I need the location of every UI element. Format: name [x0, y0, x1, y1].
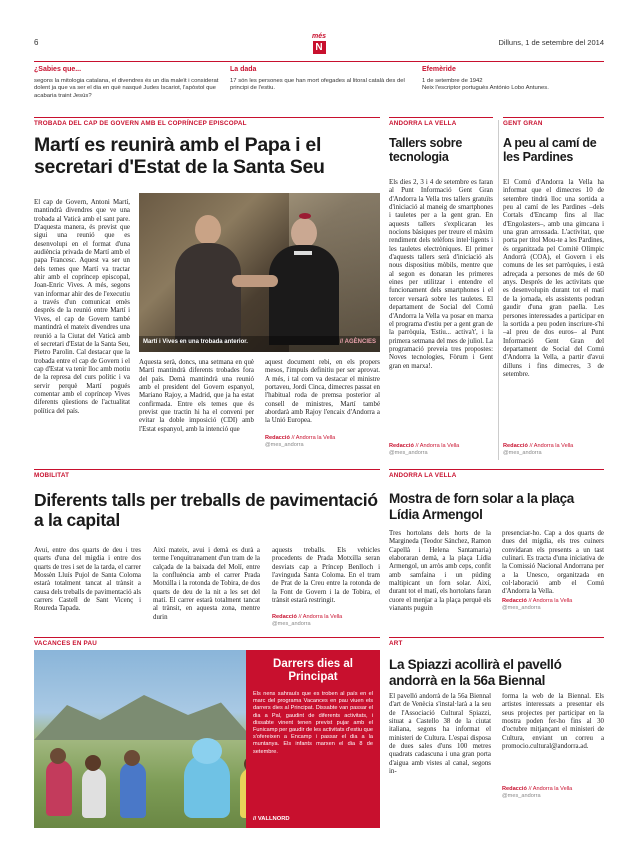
art2-sig-place: // Andorra la Vella	[415, 443, 460, 449]
art6-box-credit: // VALLNORD	[253, 816, 290, 822]
art1-title: Martí es reunirà amb el Papa i el secretari d'Estat de la Santa Seu	[34, 134, 325, 178]
art3-body: El Comú d'Andorra la Vella ha informat que el dimecres 10 de setembre tindrà lloc una sortida a peu al camí de les Pardines –dels Cortals d'Encamp fins al llac d'Engolasters–, amb una gimcana i una gran arrossada. L'activitat, que porta per títol Mou-te a les Pardines, és organitzada pel Comitè Olímpic Andorrà (COA), el Govern i els comuns de les set parròquies, i està adreçada a persones de més de 60 anys. Després de les activitats que es desenvolupin durant tot el matí de la jornada, els assistents podran gaudir d'una gran paella. Les persones interessades a participar en la sortida a peu poden inscriure-s'hi –al preu de dos euros– al Punt Informació Gent Gran del departament de Social del Comú d'Andorra la Vella, a partir d'avui dilluns i fins dimecres, 3 de setembre.	[503, 179, 604, 378]
dada-text: 17 són les persones que han mort ofegades al litoral català des del principi de l'estiu.	[230, 78, 405, 92]
art7-sig-handle: @mes_andorra	[502, 793, 541, 799]
art2-sig-label: Redacció	[389, 443, 414, 449]
art7-signature	[502, 786, 572, 800]
sabies-box	[34, 66, 220, 100]
art3-kicker: GENT GRAN	[503, 120, 543, 127]
art4-kicker: MOBILITAT	[34, 472, 70, 479]
art1-photo-credit: // AGÈNCIES	[339, 339, 376, 345]
logo	[307, 33, 331, 61]
art4-col2: Així mateix, avui i demà es durà a terme l'enquitranament d'un tram de la calçada de la baixada del Molí, entre la confluència amb el carrer Prada Motxilla i la rotonda de Tobira, de dos quarts de deu de la nit a les set del matí. El carrer estarà totalment tancat al trànsit, en aquesta zona, mentre durin	[153, 547, 260, 621]
art5-signature	[502, 598, 572, 612]
dada-box	[230, 66, 410, 93]
art1-caption: Martí i Vives en una trobada anterior.	[143, 339, 248, 345]
art5-col2: presenciar-ho. Cap a dos quarts de dues del migdia, els tres cuiners convidaran els presents a un tast culinari. Es tracta d'una iniciativa de la Comissió Nacional Andorrana per a la Unesco, organitzada en col·laboració amb el Comú d'Andorra la Vella.	[502, 530, 604, 596]
art7-col1: El pavelló andorrà de la 56a Biennal d'art de Venècia s'instal·larà a la seu de l'Associació Cultural Spiazzi, situat a Castello 38 de la ciutat italiana, segons ha informat el ministeri de Cultura. L'espai disposa de dues sales d'uns 100 metres quadrats cadascuna i una gran porta d'aigua amb vistes al canal, segons in-	[389, 693, 491, 776]
art5-col1: Tres hortolans dels horts de la Margineda (Teodor Sánchez, Ramon Capellà i Helena Santamaria) elaboraran demà, a la plaça Lídia Armengol, un arròs amb ceps, confit amb samfaina i un púding maltipicant un forn solar. Així, durant tot el matí, els hortolans faran cuore el menjar a la plaça perquè els vianants puguin	[389, 530, 491, 613]
art3-sig-handle: @mes_andorra	[503, 450, 542, 456]
art5-sig-handle: @mes_andorra	[502, 605, 541, 611]
art4-col3: aquests treballs. Els vehicles procedents de Prada Motxilla seran desviats cap a Príncep Benlloch i l'avinguda Santa Coloma. En el tram de Prat de la Creu entre la rotonda de la Font de Govern i la de Tobira, el trànsit estarà restringit.	[272, 547, 380, 605]
art5-sig-place: // Andorra la Vella	[528, 598, 573, 604]
art2-kicker: ANDORRA LA VELLA	[389, 120, 457, 127]
art6-box-title: Darrers dies al Principat	[273, 658, 353, 683]
dada-label: La dada	[230, 66, 257, 73]
art1-kicker: TROBADA DEL CAP DE GOVERN AMB EL COPRÍNCEP EPISCOPAL	[34, 120, 247, 127]
art4-sig-handle: @mes_andorra	[272, 621, 311, 627]
art2-sig-handle: @mes_andorra	[389, 450, 428, 456]
efemeride-label: Efemèride	[422, 66, 456, 73]
art1-sig-handle: @mes_andorra	[265, 442, 304, 448]
art4-signature	[272, 614, 342, 628]
art7-col2: forma la web de la Biennal. Els artistes interessats a presentar els seus projectes per participar en la mostra poden fer-ho fins al 30 d'octubre mitjançant el ministeri de Cultura, enviant un correu a promocio.cultural@andorra.ad.	[502, 693, 604, 751]
art3-signature	[503, 443, 573, 457]
art1-photo	[139, 193, 380, 352]
art5-title: Mostra de forn solar a la plaça Lídia Armengol	[389, 491, 575, 522]
art3-title: A peu al camí de les Pardines	[503, 136, 597, 164]
efemeride-date: 1 de setembre de 1942	[422, 78, 483, 84]
art1-signature	[265, 435, 335, 449]
art7-title: La Spiazzi acollirà el pavelló andorrà en la 56a Biennal	[389, 657, 562, 688]
logo-top: més	[311, 33, 326, 40]
art1-col1: El cap de Govern, Antoni Martí, mantindrà divendres que ve una trobada al Vaticà amb el sant pare. D'aquesta manera, és previst que sigui una reunió que es desenvolupi en el format d'una audiència privada de Martí amb el papa Francesc. Aquest va ser un dels temes que Martí va tractar ahir amb el copríncep episcopal, Joan-Enric Vives. A més, segons van informar ahir des de l'executiu a través d'un comunicat emès després de la reunió entre Martí i Vives, el cap de Govern també mantindrà el mateix divendres una reunió a la Ciutat del Vaticà amb el secretari d'Estat de la Santa Seu, Pietro Parolin. Cal destacar que la trobada entre el cap de Govern i el cap d'Estat va tenir lloc amb motiu de la represa del curs polític i va servir perquè Martí pogués comentar amb el copríncep Vives diferents qüestions de l'actualitat política del país.	[34, 199, 130, 415]
art7-sig-label: Redacció	[502, 786, 527, 792]
art4-title: Diferents talls per treballs de pavimentació a la capital	[34, 490, 378, 530]
logo-bottom: N	[313, 41, 326, 54]
art1-sig-place: // Andorra la Vella	[291, 435, 336, 441]
sabies-text: segons la mitologia catalana, el divendres és un dia maleït i considerat dolent ja que va ser el dia en què nasqué Judes Iscariot, l'apòstol que acabaria traint Jesús?	[34, 78, 219, 99]
efemeride-text: Neix l'escriptor portuguès António Lobo Antunes.	[422, 85, 549, 92]
page-number: 6	[34, 38, 39, 47]
art2-signature	[389, 443, 459, 457]
efemeride-box	[422, 66, 602, 93]
art2-title: Tallers sobre tecnologia	[389, 136, 462, 164]
art1-col3: aquest document rebi, en els propers mesos, l'impuls definitiu per ser aprovat. A més, i tal com va destacar el ministre portaveu, Jordi Cinca, dimecres passat en l'habitual roda de premsa posterior al consell de ministres, Martí també abordarà amb Rajoy l'encaix d'Andorra a la Unió Europea.	[265, 359, 380, 425]
art1-col2: Aquesta serà, doncs, una setmana en què Martí mantindrà diferents trobades fora del país. Demà mantindrà una reunió amb el president del Govern espanyol, Mariano Rajoy, a Madrid, que ja ha estat confirmada. Entre els temes que és previst que tractin hi ha el conveni per evitar la doble imposició (CDI) amb l'Estat espanyol, amb la intenció que	[139, 359, 254, 433]
art1-sig-label: Redacció	[265, 435, 290, 441]
art5-kicker: ANDORRA LA VELLA	[389, 472, 457, 479]
art6-box	[246, 650, 380, 828]
art4-sig-label: Redacció	[272, 614, 297, 620]
art3-sig-label: Redacció	[503, 443, 528, 449]
art4-col1: Avui, entre dos quarts de deu i tres quarts d'una del migdia i entre dos quarts de tres i set de la tarda, el carrer Mossèn Lluís Pujol de Santa Coloma estarà totalment tancat al trànsit a causa dels treballs de pavimentació als carrers Castell de Sant Vicenç i Roureda Tapada.	[34, 547, 141, 613]
art2-body: Els dies 2, 3 i 4 de setembre es faran al Punt Informació Gent Gran d'Andorra la Vella tres tallers gratuïts d'iniciació al maneig de smartphones i tauletes per a la gent gran. En aquests tallers s'explicaran les nocions bàsiques per treure el màxim rendiment dels telèfons intel·ligents i les tauletes electròniques. El primer d'aquests tallers serà d'iniciació als nous dispositius mòbils, mentre que al segon es donaran les primeres eines per utilitzar i entendre el funcionament dels smartphones i el tercer versarà sobre les tauletes. El departament de Social del Comú d'Andorra la Vella va posar en marxa el programa d'estiu per a gent gran de la parròquia, 'Estiu... activa't', i la primera setmana del mes de juliol. La programació preveia tres propostes: Noves tecnologies, Fòrum i Gent gran en marxa!.	[389, 179, 493, 370]
art7-kicker: ART	[389, 640, 403, 647]
art6-box-text: Els nens sahrauís que es troben al país en el marc del programa Vacances en pau viuen els darrers dies al Principat. Dissabte van passar el dia a Pal, gaudint de diferents activitats, i dissabte vinent tenen previst pujar amb el Funicamp per gaudir de les activitats d'estiu que s'ofereixen a Encamp i passar el dia a la muntanya. Els infants marxen el dia 8 de setembre.	[253, 691, 373, 755]
art6-kicker: VACANCES EN PAU	[34, 640, 97, 647]
art7-sig-place: // Andorra la Vella	[528, 786, 573, 792]
sabies-label: ¿Sabies que...	[34, 66, 82, 73]
art4-sig-place: // Andorra la Vella	[298, 614, 343, 620]
art3-sig-place: // Andorra la Vella	[529, 443, 574, 449]
art5-sig-label: Redacció	[502, 598, 527, 604]
issue-date: Dilluns, 1 de setembre del 2014	[498, 38, 604, 47]
